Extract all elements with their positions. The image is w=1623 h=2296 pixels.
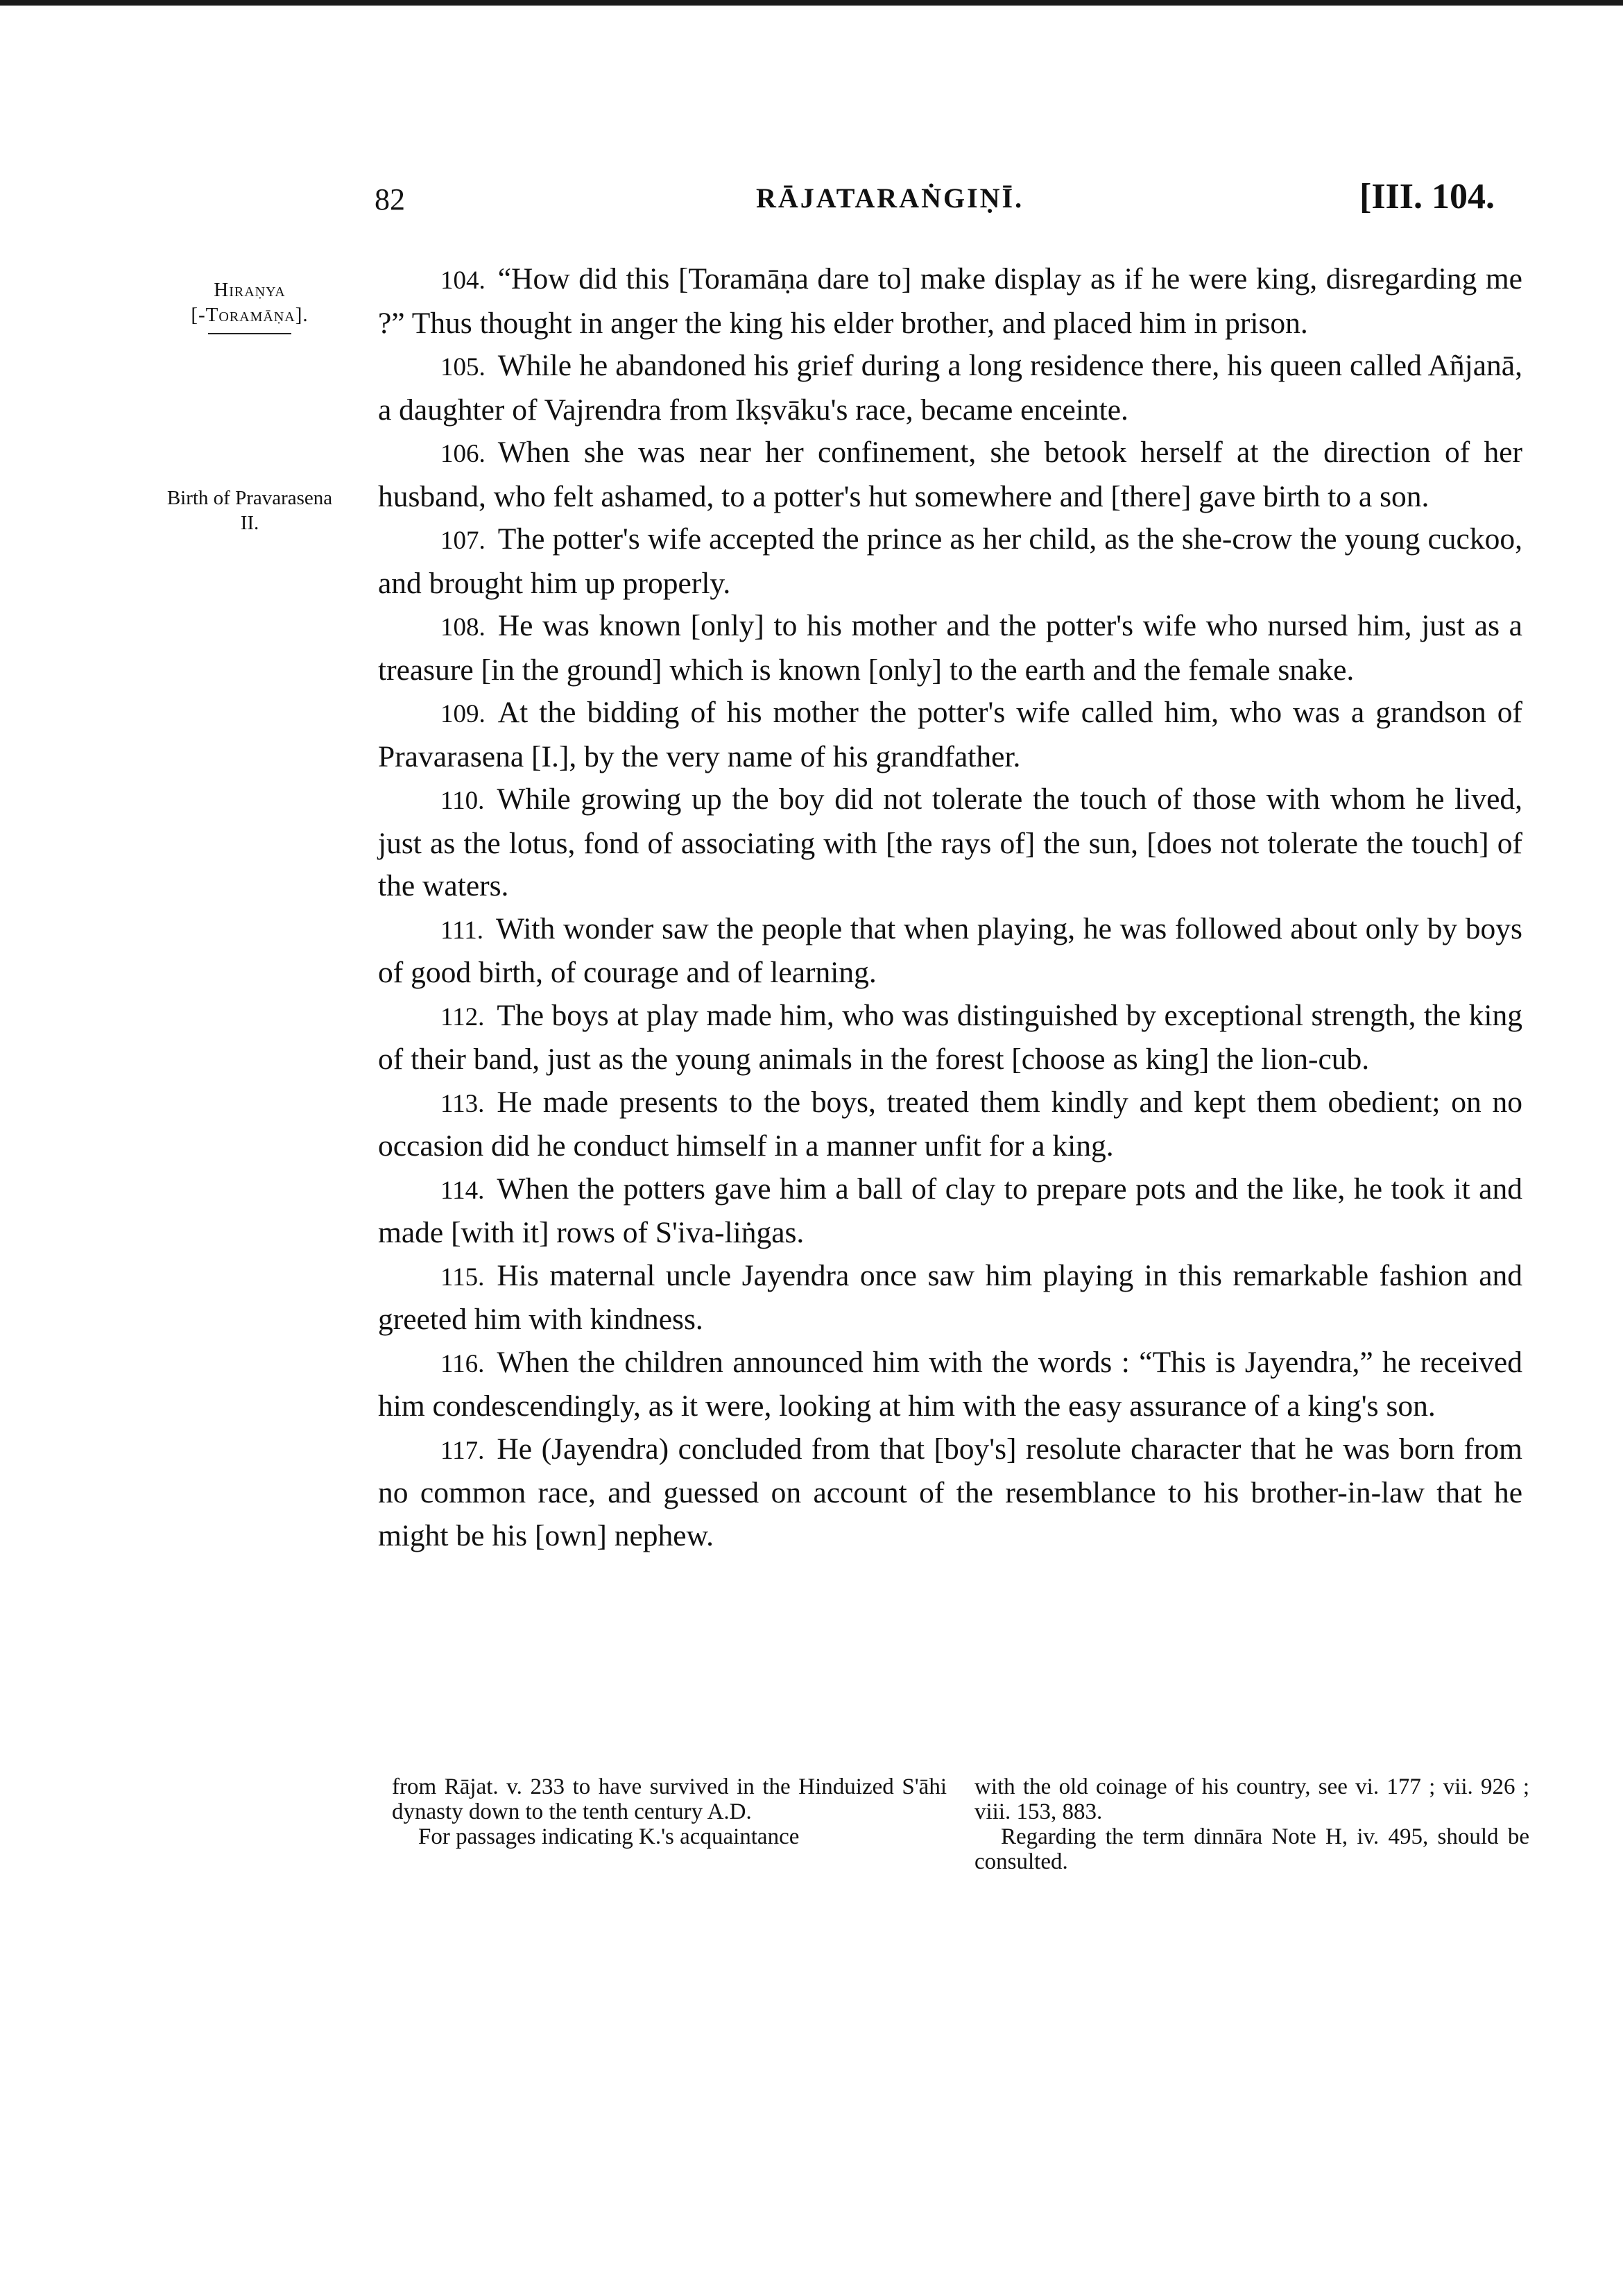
verse-number: 115. [440,1262,485,1292]
footnote-right-1: with the old coinage of his country, see vi. 177 ; vii. 926 ; viii. 153, 883. [974,1774,1529,1824]
verse-number: 106. [440,440,486,468]
footnote-column-left [392,1774,947,1874]
verse-text: The boys at play made him, who was distinguished by exceptional strength, the king of their band, just as the young animals in the forest [choose as king] the lion-cub. [378,998,1522,1076]
footnote-right-2: Regarding the term dinnāra Note H, iv. 495, should be consulted. [974,1824,1529,1874]
verse-104 [378,258,1522,345]
verse-number: 109. [440,700,486,728]
verse-111 [378,908,1522,995]
verse-text: When the potters gave him a ball of clay to prepare pots and the like, he took it and made [with it] rows of S'iva-liṅgas. [378,1172,1522,1249]
verse-114 [378,1168,1522,1255]
verse-text: While he abandoned his grief during a long residence there, his queen called Añjanā, a daughter of Vajrendra from Ikṣvāku's race, became enceinte. [378,349,1522,427]
verse-text: He was known [only] to his mother and the potter's wife who nursed him, just as a treasure [in the ground] which is known [only] to the earth and the female snake. [378,609,1522,687]
verse-text: His maternal uncle Jayendra once saw him playing in this remarkable fashion and greeted him with kindness. [378,1258,1522,1336]
footnote-column-right [974,1774,1529,1874]
footnotes [392,1774,1529,1874]
top-edge-bar [0,0,1623,6]
verse-text: While growing up the boy did not tolerate the touch of those with whom he lived, just as the lotus, fond of associating with [the rays of] the sun, [does not tolerate the touch] of the waters. [378,782,1522,902]
verse-text: The potter's wife accepted the prince as her child, as the she-crow the young cuckoo, and brought him up properly. [378,522,1522,600]
sidenote-birth [128,486,371,536]
verse-number: 107. [440,526,486,555]
verse-text: “How did this [Toramāṇa dare to] make display as if he were king, disregarding me ?” Thus thought in anger the king his elder brother, and placed him in prison. [378,262,1522,340]
sidenote-hiranya-line1: Hiraṇya [214,279,286,301]
verse-110 [378,778,1522,908]
page-number: 82 [375,182,405,216]
footnote-left-2: For passages indicating K.'s acquaintance [418,1824,800,1849]
page-header [0,177,1623,230]
verse-109 [378,692,1522,778]
verse-number: 108. [440,613,486,642]
verse-text: When she was near her confinement, she betook herself at the direction of her husband, who felt ashamed, to a potter's hut somewhere and [there] gave birth to a son. [378,436,1522,513]
running-title: RĀJATARAṄGIṆĪ. [756,182,1024,214]
section-reference: [III. 104. [1359,177,1495,216]
verse-text: When the children announced him with the words : “This is Jayendra,” he received him condescendingly, as it were, looking at him with the easy assurance of a king's son. [378,1345,1522,1423]
sidenote-birth-line2: II. [240,512,259,534]
verse-number: 113. [440,1089,485,1118]
verse-number: 104. [440,266,486,295]
sidenote-birth-line1: Birth of Pravarasena [166,487,333,509]
verse-number: 117. [440,1436,485,1465]
verse-text: With wonder saw the people that when playing, he was followed about only by boys of good birth, of courage and of learning. [378,911,1522,989]
verse-106 [378,431,1522,518]
main-text [378,258,1522,1557]
verse-108 [378,605,1522,692]
verse-text: He (Jayendra) concluded from that [boy's] resolute character that he was born from no common race, and guessed on account of the resemblance to his brother-in-law that he might be his [own] nephew. [378,1432,1522,1552]
verse-117 [378,1428,1522,1558]
verse-number: 116. [440,1349,485,1378]
verse-text: He made presents to the boys, treated them kindly and kept them obedient; on no occasion did he conduct himself in a manner unfit for a king. [378,1085,1522,1163]
verse-116 [378,1342,1522,1428]
verse-113 [378,1081,1522,1168]
verse-number: 111. [440,916,484,945]
sidenote-hiranya-line2: [-Toramāṇa]. [191,304,309,326]
sidenote-rule [208,333,291,334]
verse-112 [378,995,1522,1081]
verse-107 [378,518,1522,605]
verse-number: 112. [440,1002,485,1031]
footnote-left-1: from Rājat. v. 233 to have survived in the Hinduized S'āhi dynasty down to the tenth century A.D. [392,1774,947,1824]
verse-number: 105. [440,353,486,382]
verse-105 [378,345,1522,431]
sidenote-hiranya [160,277,340,334]
verse-115 [378,1255,1522,1342]
verse-text: At the bidding of his mother the potter's wife called him, who was a grandson of Pravarasena [I.], by the very name of his grandfather. [378,696,1522,773]
verse-number: 114. [440,1176,485,1205]
verse-number: 110. [440,787,485,815]
